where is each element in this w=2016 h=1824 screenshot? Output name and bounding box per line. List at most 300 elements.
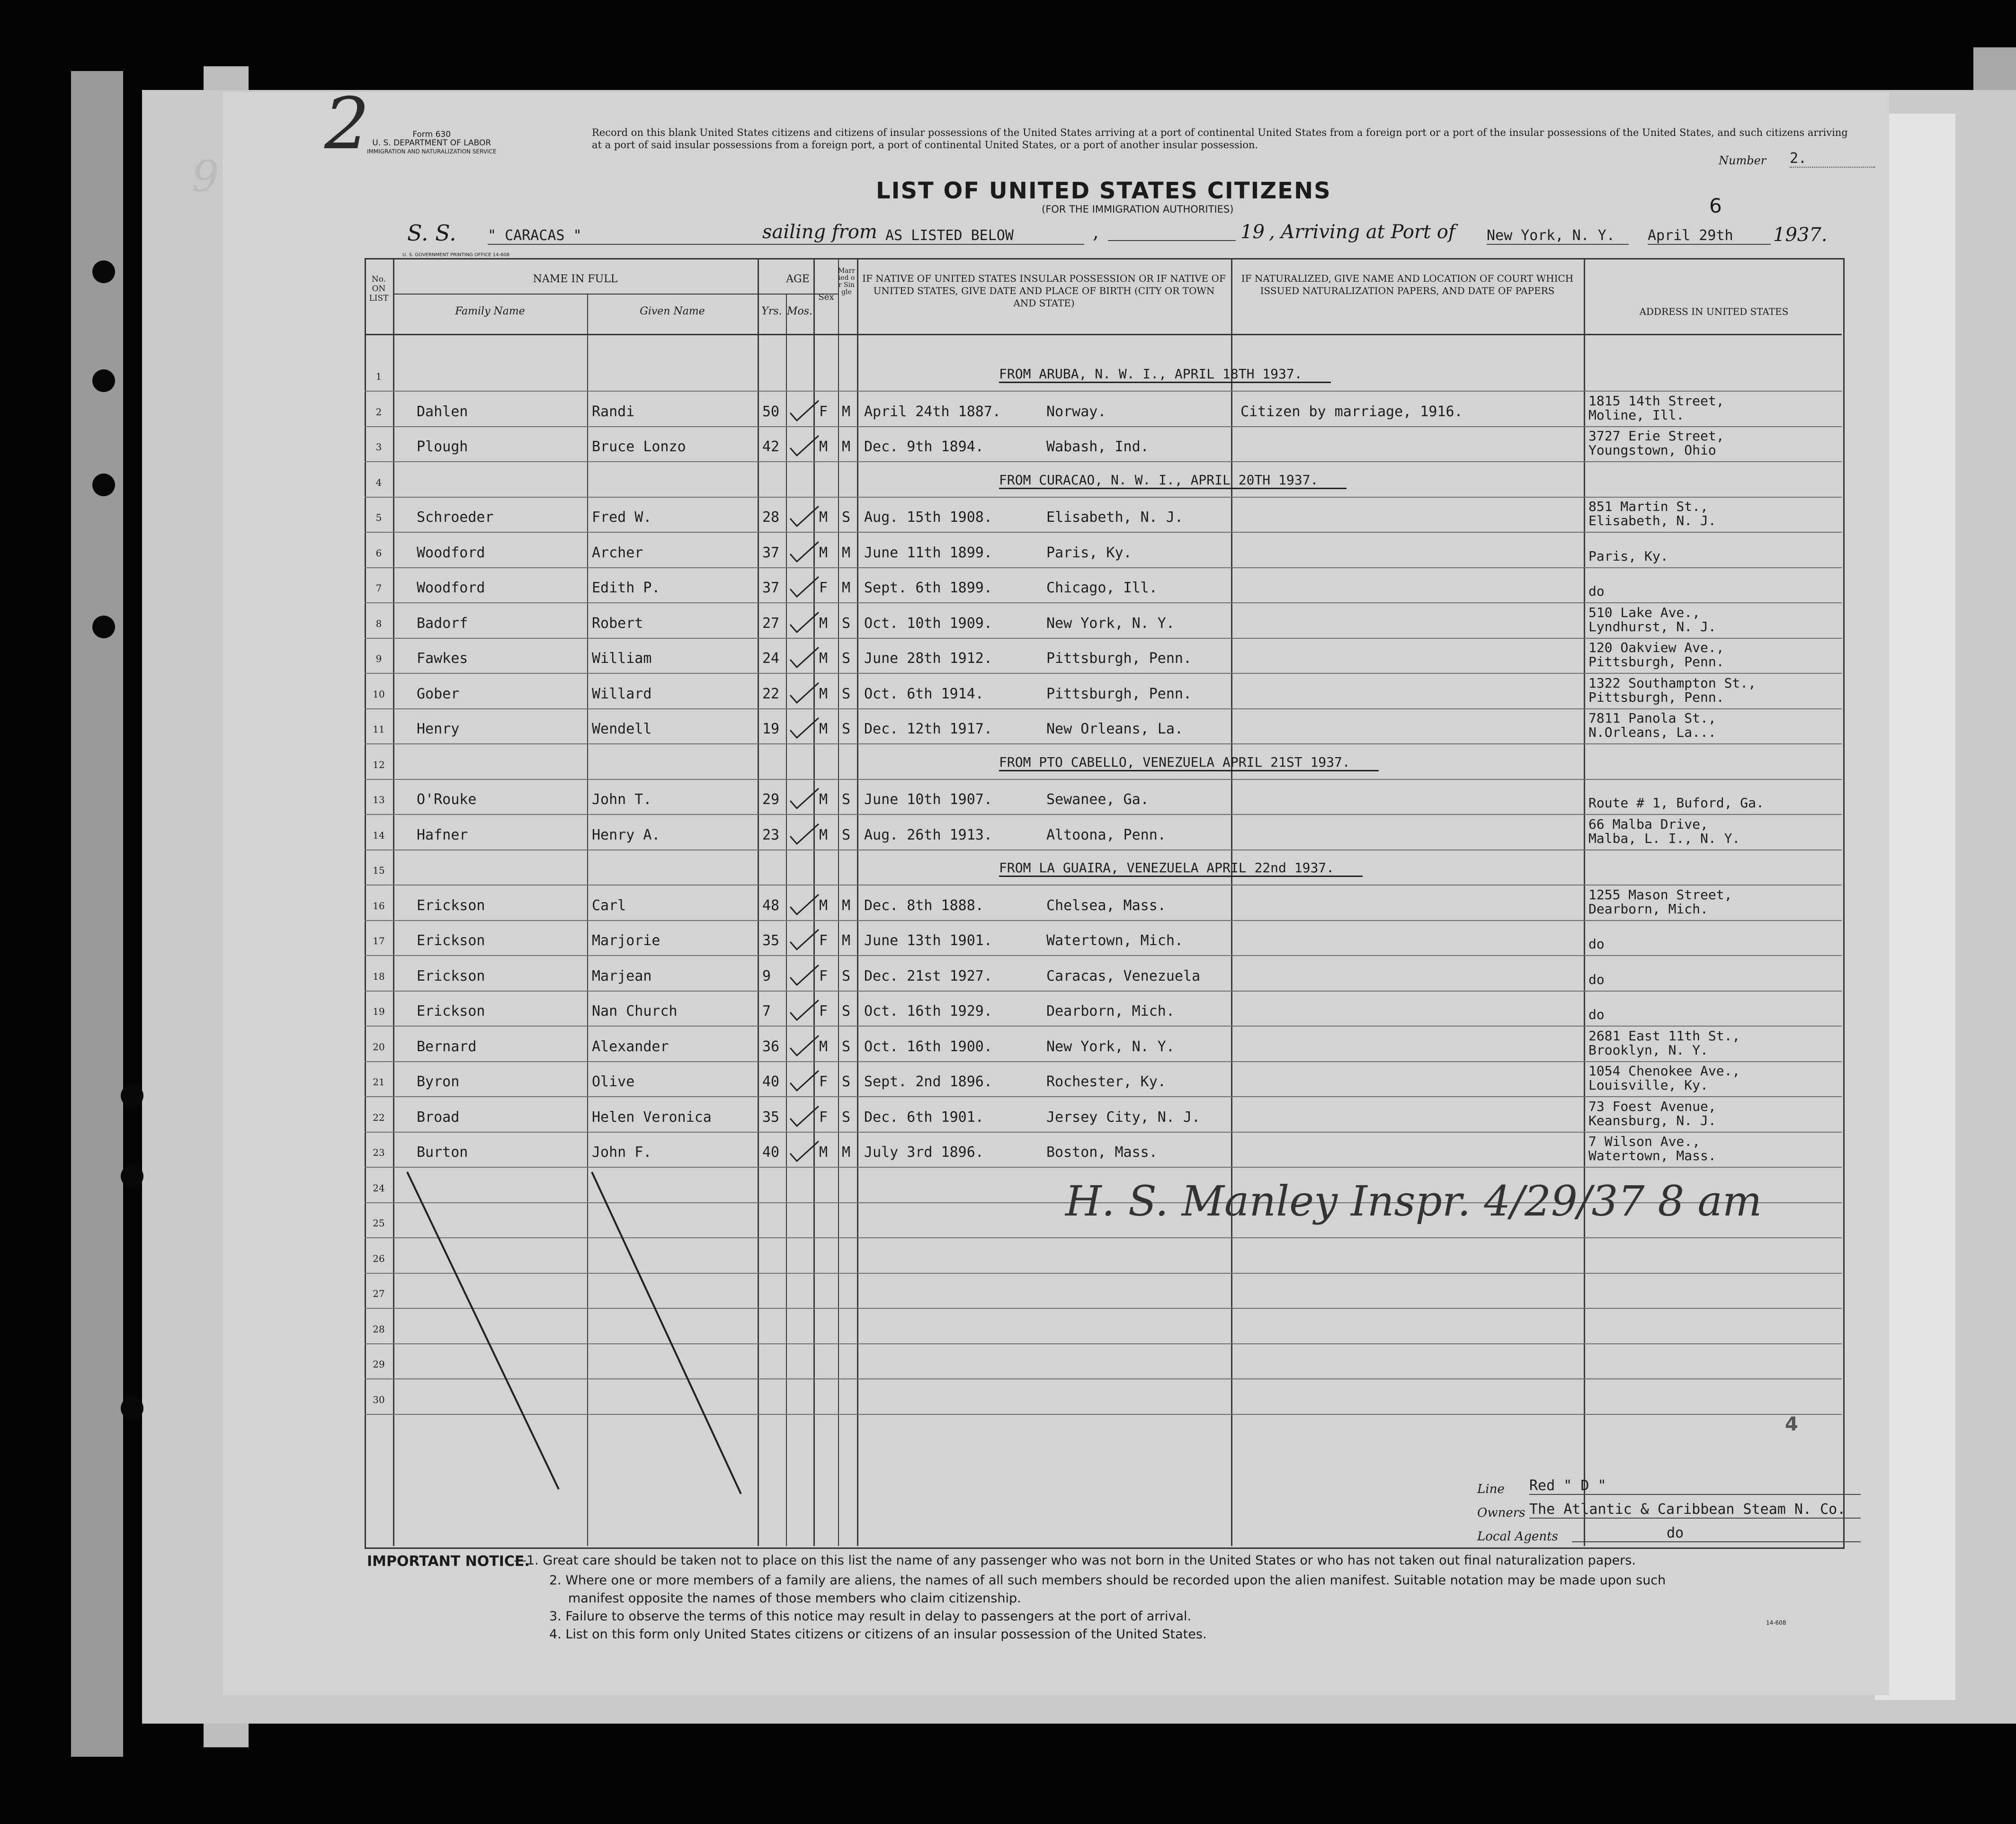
- header-family: Family Name: [455, 305, 525, 317]
- age-years: 50: [762, 403, 780, 420]
- given-name: Marjean: [592, 967, 652, 984]
- manifest-sheet: [223, 83, 1889, 1695]
- line-number: 29: [373, 1359, 385, 1370]
- header-name: NAME IN FULL: [533, 273, 618, 285]
- line-number: 14: [373, 829, 385, 841]
- row-rule: [365, 497, 1842, 498]
- age-years: 40: [762, 1144, 780, 1161]
- given-name: Carl: [592, 897, 626, 914]
- address-line-1: 7811 Panola St.,: [1588, 710, 1716, 726]
- notice-item-2: 2. Where one or more members of a family are aliens, the names of all such members should be recorded upon the alien manifest. Suitable notation may be made upon such: [549, 1573, 1666, 1588]
- marital-status: S: [842, 615, 851, 632]
- naturalization: Citizen by marriage, 1916.: [1240, 403, 1463, 420]
- line-number: 7: [375, 582, 382, 594]
- sex: M: [819, 615, 828, 632]
- line-number: 21: [373, 1076, 385, 1088]
- binder-hole: [92, 616, 115, 638]
- check-mark-icon: [788, 399, 821, 427]
- given-name: Edith P.: [592, 580, 660, 596]
- row-rule: [365, 638, 1842, 639]
- marital-status: M: [842, 438, 851, 455]
- line-value: Red " D ": [1529, 1477, 1861, 1495]
- marital-status: M: [842, 544, 851, 561]
- address-line-1: 851 Martin St.,: [1588, 499, 1708, 514]
- birth-place: Norway.: [1046, 403, 1106, 420]
- column-divider: [857, 258, 858, 1546]
- sex: M: [819, 1144, 828, 1161]
- age-years: 29: [762, 791, 780, 808]
- given-name: Nan Church: [592, 1003, 678, 1019]
- family-name: Hafner: [417, 826, 468, 843]
- check-mark-icon: [788, 645, 821, 674]
- family-name: Woodford: [417, 580, 485, 596]
- sex: F: [819, 1109, 828, 1126]
- marital-status: S: [842, 721, 851, 737]
- line-number: 17: [373, 935, 385, 947]
- line-number: 6: [375, 547, 382, 559]
- line-number: 11: [373, 724, 385, 735]
- address-line-2: Pittsburgh, Penn.: [1588, 689, 1724, 705]
- row-rule: [365, 1061, 1842, 1062]
- line-number: 30: [373, 1394, 385, 1405]
- notice-item-1: —1. Great care should be taken not to place on this list the name of any passenger who was not born in the United States or who has not taken out final naturalization papers.: [514, 1553, 1636, 1568]
- header-married: Married or Single: [838, 267, 856, 296]
- sex: F: [819, 1003, 828, 1019]
- birth-date: Aug. 15th 1908.: [864, 509, 992, 526]
- address-line-1: 1255 Mason Street,: [1588, 886, 1732, 903]
- bottom-code: 14-608: [1766, 1619, 1786, 1626]
- address-line-2: Lyndhurst, N. J.: [1588, 618, 1716, 635]
- address-line-2: Malba, L. I., N. Y.: [1588, 830, 1740, 846]
- check-mark-icon: [788, 893, 821, 921]
- birth-place: Paris, Ky.: [1046, 544, 1132, 561]
- check-mark-icon: [788, 575, 821, 603]
- owners-value: The Atlantic & Caribbean Steam N. Co.: [1529, 1501, 1861, 1519]
- birth-date: June 28th 1912.: [864, 650, 992, 667]
- row-rule: [365, 708, 1842, 709]
- birth-place: New York, N. Y.: [1046, 615, 1175, 632]
- family-name: Erickson: [417, 1003, 485, 1019]
- given-name: Willard: [592, 685, 652, 702]
- birth-place: Pittsburgh, Penn.: [1046, 685, 1192, 702]
- age-years: 27: [762, 615, 780, 632]
- family-name: Plough: [417, 438, 468, 455]
- family-name: Schroeder: [417, 509, 494, 526]
- arrival-port: New York, N. Y.: [1487, 227, 1629, 245]
- cancellation-strokes: [393, 1162, 772, 1494]
- birth-date: Dec. 21st 1927.: [864, 967, 992, 984]
- family-name: Burton: [417, 1144, 468, 1161]
- sex: F: [819, 1073, 828, 1090]
- age-years: 19: [762, 721, 780, 737]
- line-number: 15: [373, 865, 385, 876]
- section-header: FROM PTO CABELLO, VENEZUELA APRIL 21ST 1937.: [999, 754, 1379, 771]
- marital-status: S: [842, 791, 851, 808]
- marital-status: S: [842, 685, 851, 702]
- row-rule: [365, 920, 1842, 921]
- birth-date: Aug. 26th 1913.: [864, 826, 992, 843]
- number-label: Number: [1719, 154, 1766, 167]
- notice-item-3: 3. Failure to observe the terms of this notice may result in delay to passengers at the port of arrival.: [549, 1609, 1192, 1624]
- row-rule: [365, 391, 1842, 392]
- sex: F: [819, 932, 828, 949]
- given-name: Randi: [592, 403, 635, 420]
- binder-hole: [92, 260, 115, 283]
- age-years: 37: [762, 580, 780, 596]
- line-number: 18: [373, 970, 385, 982]
- given-name: Henry A.: [592, 826, 660, 843]
- family-name: Gober: [417, 685, 460, 702]
- birth-place: Caracas, Venezuela: [1046, 967, 1201, 984]
- birth-place: Boston, Mass.: [1046, 1144, 1158, 1161]
- sex: F: [819, 580, 828, 596]
- row-rule: [365, 991, 1842, 992]
- birth-place: Pittsburgh, Penn.: [1046, 650, 1192, 667]
- address-line-2: Elisabeth, N. J.: [1588, 513, 1716, 528]
- line-number: 13: [373, 794, 385, 805]
- sex: M: [819, 897, 828, 914]
- sex: M: [819, 1038, 828, 1055]
- section-header: FROM LA GUAIRA, VENEZUELA APRIL 22nd 1937.: [999, 860, 1363, 877]
- row-rule: [365, 532, 1842, 533]
- line-number: 1: [375, 371, 382, 382]
- birth-place: Jersey City, N. J.: [1046, 1109, 1201, 1126]
- line-number: 25: [373, 1217, 385, 1229]
- age-years: 23: [762, 826, 780, 843]
- check-mark-icon: [788, 1069, 821, 1097]
- address-line-2: Dearborn, Mich.: [1588, 901, 1708, 917]
- check-mark-icon: [788, 998, 821, 1027]
- age-years: 36: [762, 1038, 780, 1055]
- address-line-1: 1054 Chenokee Ave.,: [1588, 1063, 1740, 1079]
- address-line-2: Pittsburgh, Penn.: [1588, 654, 1724, 670]
- row-rule: [365, 1132, 1842, 1133]
- sex: M: [819, 544, 828, 561]
- sailing-from: AS LISTED BELOW: [885, 227, 1084, 245]
- age-years: 22: [762, 685, 780, 702]
- address-line-2: Watertown, Mass.: [1588, 1148, 1716, 1163]
- line-number: 27: [373, 1288, 385, 1299]
- given-name: Olive: [592, 1073, 635, 1090]
- blank-line: [1108, 240, 1236, 241]
- address-line-2: Route # 1, Buford, Ga.: [1588, 795, 1764, 811]
- birth-place: Altoona, Penn.: [1046, 826, 1166, 843]
- arriving-label: , Arriving at Port of: [1269, 221, 1455, 243]
- column-divider: [1231, 258, 1232, 1546]
- given-name: Robert: [592, 615, 643, 632]
- address-line-1: 1815 14th Street,: [1588, 393, 1724, 409]
- ss-label: S. S.: [407, 220, 456, 246]
- family-name: Erickson: [417, 897, 485, 914]
- family-name: Fawkes: [417, 650, 468, 667]
- row-rule: [365, 814, 1842, 815]
- address-line-1: 2681 East 11th St.,: [1588, 1028, 1740, 1044]
- line-number: 8: [375, 617, 382, 629]
- address-line-2: Brooklyn, N. Y.: [1588, 1042, 1708, 1058]
- address-line-1: 510 Lake Ave.,: [1588, 604, 1701, 620]
- birth-date: April 24th 1887.: [864, 403, 1001, 420]
- header-age: AGE: [786, 273, 810, 285]
- address-line-1: 66 Malba Drive,: [1588, 816, 1708, 832]
- check-mark-icon: [788, 928, 821, 956]
- birth-date: Sept. 2nd 1896.: [864, 1073, 992, 1090]
- line-number: 26: [373, 1252, 385, 1264]
- address-line-2: Keansburg, N. J.: [1588, 1112, 1716, 1128]
- check-mark-icon: [788, 1034, 821, 1062]
- row-rule: [365, 779, 1842, 780]
- birth-place: Dearborn, Mich.: [1046, 1003, 1175, 1019]
- age-years: 37: [762, 544, 780, 561]
- row-rule: [365, 1096, 1842, 1097]
- line-number: 24: [373, 1182, 385, 1194]
- address-line-1: 120 Oakview Ave.,: [1588, 640, 1724, 655]
- address-line-2: Paris, Ky.: [1588, 548, 1668, 564]
- row-rule: [365, 567, 1842, 568]
- address-line-2: Louisville, Ky.: [1588, 1077, 1708, 1093]
- column-divider: [838, 258, 839, 1546]
- check-mark-icon: [788, 504, 821, 533]
- header-given: Given Name: [640, 305, 705, 317]
- check-mark-icon: [788, 787, 821, 815]
- line-number: 5: [375, 512, 382, 523]
- family-name: Woodford: [417, 544, 485, 561]
- age-years: 35: [762, 932, 780, 949]
- header-mos: Mos.: [786, 305, 813, 317]
- header-divider: [365, 334, 1842, 335]
- address-line-2: do: [1588, 936, 1605, 952]
- age-years: 24: [762, 650, 780, 667]
- header-birth: IF NATIVE OF UNITED STATES INSULAR POSSESSION OR IF NATIVE OF UNITED STATES, GIVE DATE AND PLACE OF BIRTH (CITY OR TOWN AND STATE): [862, 273, 1226, 309]
- marital-status: S: [842, 1073, 851, 1090]
- line-number: 3: [375, 441, 382, 453]
- birth-date: Oct. 10th 1909.: [864, 615, 992, 632]
- birth-place: Sewanee, Ga.: [1046, 791, 1149, 808]
- given-name: Alexander: [592, 1038, 669, 1055]
- binder-hole: [121, 1165, 143, 1188]
- birth-place: Elisabeth, N. J.: [1046, 509, 1183, 526]
- arrival-date: April 29th: [1648, 227, 1771, 245]
- section-header: FROM ARUBA, N. W. I., APRIL 18TH 1937.: [999, 366, 1331, 383]
- service: IMMIGRATION AND NATURALIZATION SERVICE: [367, 148, 497, 155]
- line-number: 23: [373, 1147, 385, 1158]
- age-years: 35: [762, 1109, 780, 1126]
- page-corner-number: 4: [1785, 1413, 1798, 1435]
- given-name: Wendell: [592, 721, 652, 737]
- check-mark-icon: [788, 681, 821, 709]
- header-divider: [393, 294, 838, 295]
- check-mark-icon: [788, 1104, 821, 1133]
- header-naturalized: IF NATURALIZED, GIVE NAME AND LOCATION OF COURT WHICH ISSUED NATURALIZATION PAPERS, AND DATE OF PAPERS: [1241, 273, 1574, 296]
- check-mark-icon: [788, 963, 821, 992]
- header-yrs: Yrs.: [761, 305, 782, 317]
- birth-date: Dec. 9th 1894.: [864, 438, 984, 455]
- line-number: 22: [373, 1111, 385, 1123]
- row-rule: [365, 849, 1842, 850]
- inspector-signature: H. S. Manley Inspr. 4/29/37 8 am: [1065, 1177, 1762, 1225]
- birth-place: Watertown, Mich.: [1046, 932, 1183, 949]
- margin-mark: 9: [192, 152, 219, 201]
- marital-status: S: [842, 650, 851, 667]
- family-name: O'Rouke: [417, 791, 477, 808]
- header-sex: Sex: [818, 292, 834, 302]
- check-mark-icon: [788, 822, 821, 850]
- birth-place: New Orleans, La.: [1046, 721, 1183, 737]
- birth-date: Sept. 6th 1899.: [864, 580, 992, 596]
- row-rule: [365, 426, 1842, 427]
- page-subtitle: (FOR THE IMMIGRATION AUTHORITIES): [1042, 204, 1234, 215]
- address-line-1: 7 Wilson Ave.,: [1588, 1134, 1701, 1149]
- check-mark-icon: [788, 610, 821, 639]
- age-years: 9: [762, 967, 771, 984]
- line-number: 16: [373, 900, 385, 912]
- birth-place: Chicago, Ill.: [1046, 580, 1158, 596]
- marital-status: S: [842, 1038, 851, 1055]
- sex: M: [819, 509, 828, 526]
- family-name: Byron: [417, 1073, 460, 1090]
- marital-status: M: [842, 580, 851, 596]
- owners-label: Owners: [1477, 1506, 1525, 1520]
- header-no: No. ON LIST: [369, 275, 389, 303]
- birth-date: Oct. 16th 1900.: [864, 1038, 992, 1055]
- ship-name: " CARACAS ": [488, 227, 980, 245]
- given-name: Archer: [592, 544, 643, 561]
- age-years: 7: [762, 1003, 771, 1019]
- marital-status: S: [842, 967, 851, 984]
- given-name: Marjorie: [592, 932, 660, 949]
- check-mark-icon: [788, 540, 821, 568]
- birth-date: June 11th 1899.: [864, 544, 992, 561]
- sailing-comma: ,: [1093, 221, 1099, 243]
- arrival-year: 1937.: [1773, 224, 1828, 246]
- sex: M: [819, 685, 828, 702]
- address-line-2: do: [1588, 583, 1605, 599]
- given-name: Bruce Lonzo: [592, 438, 686, 455]
- printing-office: U. S. GOVERNMENT PRINTING OFFICE 14-608: [402, 252, 510, 258]
- sex: M: [819, 826, 828, 843]
- form-number: Form 630: [412, 130, 451, 139]
- line-number: 10: [373, 688, 385, 700]
- line-number: 9: [375, 653, 382, 664]
- marital-status: M: [842, 932, 851, 949]
- birth-place: Wabash, Ind.: [1046, 438, 1149, 455]
- notice-item-4: 4. List on this form only United States citizens or citizens of an insular possession of the United States.: [549, 1627, 1207, 1642]
- age-years: 48: [762, 897, 780, 914]
- sex: M: [819, 438, 828, 455]
- marital-status: S: [842, 1003, 851, 1019]
- address-line-2: N.Orleans, La...: [1588, 724, 1716, 740]
- given-name: John F.: [592, 1144, 652, 1161]
- birth-date: Oct. 6th 1914.: [864, 685, 984, 702]
- row-rule: [365, 743, 1842, 744]
- binder-hole: [92, 474, 115, 496]
- marital-status: M: [842, 1144, 851, 1161]
- line-label: Line: [1477, 1482, 1505, 1496]
- line-number: 20: [373, 1041, 385, 1053]
- marital-status: S: [842, 509, 851, 526]
- marital-status: S: [842, 826, 851, 843]
- notice-item-2-cont: manifest opposite the names of those members who claim citizenship.: [568, 1591, 1021, 1606]
- address-line-2: do: [1588, 971, 1605, 987]
- given-name: William: [592, 650, 652, 667]
- marital-status: S: [842, 1109, 851, 1126]
- marital-status: M: [842, 403, 851, 420]
- sex: F: [819, 967, 828, 984]
- address-line-2: do: [1588, 1007, 1605, 1022]
- given-name: Fred W.: [592, 509, 652, 526]
- binder-strip: [71, 71, 123, 1757]
- page-mark: 2: [324, 83, 370, 165]
- binder-hole: [121, 1397, 143, 1420]
- department: U. S. DEPARTMENT OF LABOR: [372, 138, 491, 148]
- address-line-1: 3727 Erie Street,: [1588, 428, 1724, 444]
- agents-label: Local Agents: [1477, 1529, 1558, 1544]
- sex: M: [819, 721, 828, 737]
- row-rule: [365, 602, 1842, 603]
- column-divider: [1584, 258, 1585, 1546]
- address-line-1: 1322 Southampton St.,: [1588, 675, 1757, 691]
- year-prefix: 19: [1240, 221, 1265, 243]
- address-line-2: Moline, Ill.: [1588, 407, 1685, 423]
- page-title: LIST OF UNITED STATES CITIZENS: [876, 178, 1331, 204]
- birth-date: July 3rd 1896.: [864, 1144, 984, 1161]
- instructions: Record on this blank United States citizens and citizens of insular possessions of the United States arriving at a port of continental United States from a foreign port or a port of the insular possessions of the United States, and such citizens arriving at a port of said insular possessions from a foreign port, a port of continental United States, or a port of another insular possession.: [592, 127, 1848, 151]
- number-value: 2.: [1790, 150, 1875, 168]
- sex: F: [819, 403, 828, 420]
- section-header: FROM CURACAO, N. W. I., APRIL 20TH 1937.: [999, 472, 1347, 489]
- binder-hole: [92, 369, 115, 392]
- birth-place: Chelsea, Mass.: [1046, 897, 1166, 914]
- row-rule: [365, 461, 1842, 462]
- birth-date: Oct. 16th 1929.: [864, 1003, 992, 1019]
- family-name: Erickson: [417, 967, 485, 984]
- check-mark-icon: [788, 434, 821, 462]
- notice-title: IMPORTANT NOTICE.: [367, 1553, 530, 1570]
- given-name: John T.: [592, 791, 652, 808]
- address-line-2: Youngstown, Ohio: [1588, 442, 1716, 458]
- birth-date: June 13th 1901.: [864, 932, 992, 949]
- age-years: 40: [762, 1073, 780, 1090]
- line-number: 19: [373, 1006, 385, 1017]
- family-name: Henry: [417, 721, 460, 737]
- birth-date: Dec. 8th 1888.: [864, 897, 984, 914]
- birth-date: June 10th 1907.: [864, 791, 992, 808]
- row-rule: [365, 673, 1842, 674]
- birth-date: Dec. 6th 1901.: [864, 1109, 984, 1126]
- sailing-label: sailing from: [762, 221, 877, 243]
- family-name: Broad: [417, 1109, 460, 1126]
- line-number: 4: [375, 476, 382, 488]
- binder-hole: [121, 1084, 143, 1107]
- line-number: 28: [373, 1323, 385, 1335]
- marital-status: M: [842, 897, 851, 914]
- sex: M: [819, 650, 828, 667]
- row-rule: [365, 1026, 1842, 1027]
- line-number: 2: [375, 406, 382, 418]
- birth-place: New York, N. Y.: [1046, 1038, 1175, 1055]
- age-years: 28: [762, 509, 780, 526]
- address-line-1: 73 Foest Avenue,: [1588, 1098, 1716, 1114]
- stamp-number: 6: [1709, 194, 1722, 217]
- row-rule: [365, 955, 1842, 956]
- line-number: 12: [373, 759, 385, 770]
- check-mark-icon: [788, 1139, 821, 1168]
- given-name: Helen Veronica: [592, 1109, 712, 1126]
- family-name: Dahlen: [417, 403, 468, 420]
- family-name: Badorf: [417, 615, 468, 632]
- header-address: ADDRESS IN UNITED STATES: [1639, 306, 1789, 317]
- check-mark-icon: [788, 716, 821, 744]
- family-name: Bernard: [417, 1038, 477, 1055]
